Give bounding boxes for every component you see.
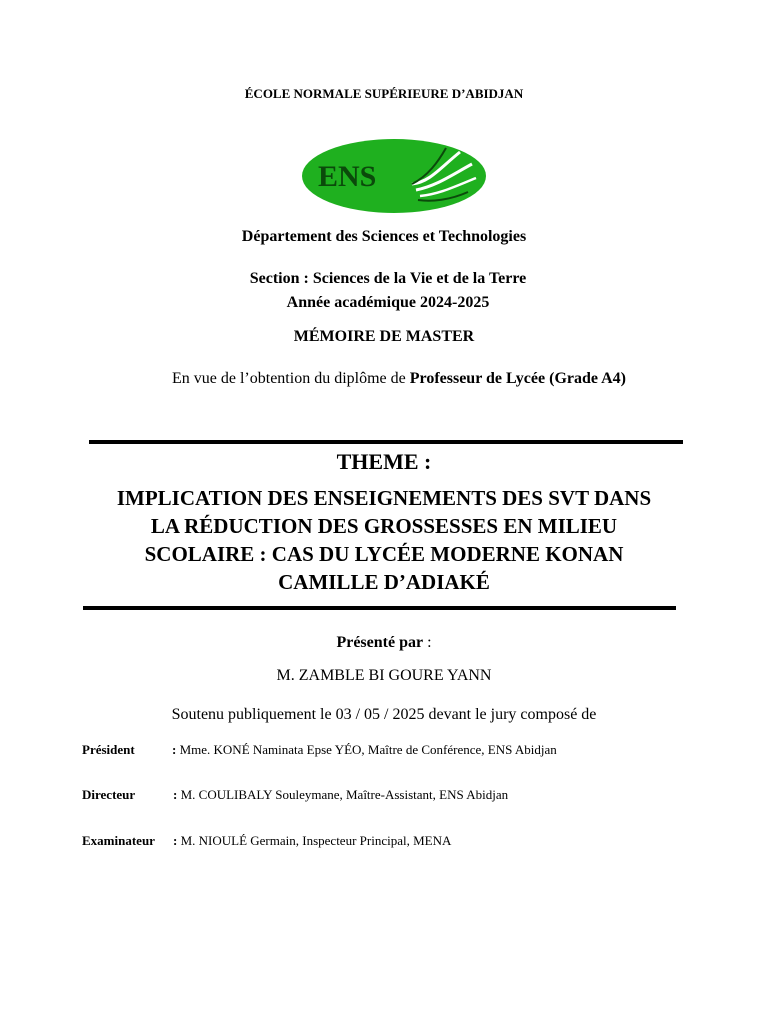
jury-separator: :	[173, 787, 178, 802]
degree-purpose	[172, 370, 626, 388]
department: Département des Sciences et Technologies	[241, 228, 527, 245]
logo-text: ENS	[318, 160, 377, 193]
jury-member: M. NIOULÉ Germain, Inspecteur Principal, MENA	[177, 833, 452, 848]
presented-by	[0, 634, 768, 652]
theme-label: THEME :	[336, 449, 432, 474]
theme-title-line: SCOLAIRE : CAS DU LYCÉE MODERNE KONAN	[144, 542, 624, 566]
theme-title	[70, 484, 698, 596]
degree-name: Professeur de Lycée (Grade A4)	[409, 370, 626, 387]
academic-year: Année académique 2024-2025	[286, 294, 490, 311]
jury-separator: :	[172, 742, 177, 757]
section: Section : Sciences de la Vie et de la Terre	[249, 270, 527, 287]
purpose-prefix: En vue de l’obtention du diplôme de	[172, 370, 410, 387]
top-rule	[89, 440, 683, 444]
document-type: MÉMOIRE DE MASTER	[293, 328, 475, 345]
theme-title-line: CAMILLE D’ADIAKÉ	[278, 570, 490, 594]
author-name: M. ZAMBLE BI GOURE YANN	[276, 667, 492, 684]
jury-detail-president	[172, 742, 557, 758]
theme-title-line: IMPLICATION DES ENSEIGNEMENTS DES SVT DANS	[116, 486, 652, 510]
ens-logo	[300, 138, 488, 214]
presented-label: Présenté par	[336, 634, 424, 651]
jury-member: Mme. KONÉ Naminata Epse YÉO, Maître de Conférence, ENS Abidjan	[176, 742, 557, 757]
bottom-rule	[83, 606, 676, 610]
jury-role-director: Directeur	[82, 787, 136, 802]
jury-member: M. COULIBALY Souleymane, Maître-Assistant, ENS Abidjan	[177, 787, 509, 802]
jury-role-president: Président	[82, 742, 135, 757]
defense-statement: Soutenu publiquement le 03 / 05 / 2025 devant le jury composé de	[171, 706, 597, 723]
presented-sep: :	[423, 634, 432, 651]
theme-title-line: LA RÉDUCTION DES GROSSESSES EN MILIEU	[150, 514, 618, 538]
jury-detail-examiner	[173, 833, 451, 849]
school-name: ÉCOLE NORMALE SUPÉRIEURE D’ABIDJAN	[244, 86, 524, 101]
jury-separator: :	[173, 833, 178, 848]
jury-role-examiner: Examinateur	[82, 833, 155, 848]
jury-detail-director	[173, 787, 508, 803]
